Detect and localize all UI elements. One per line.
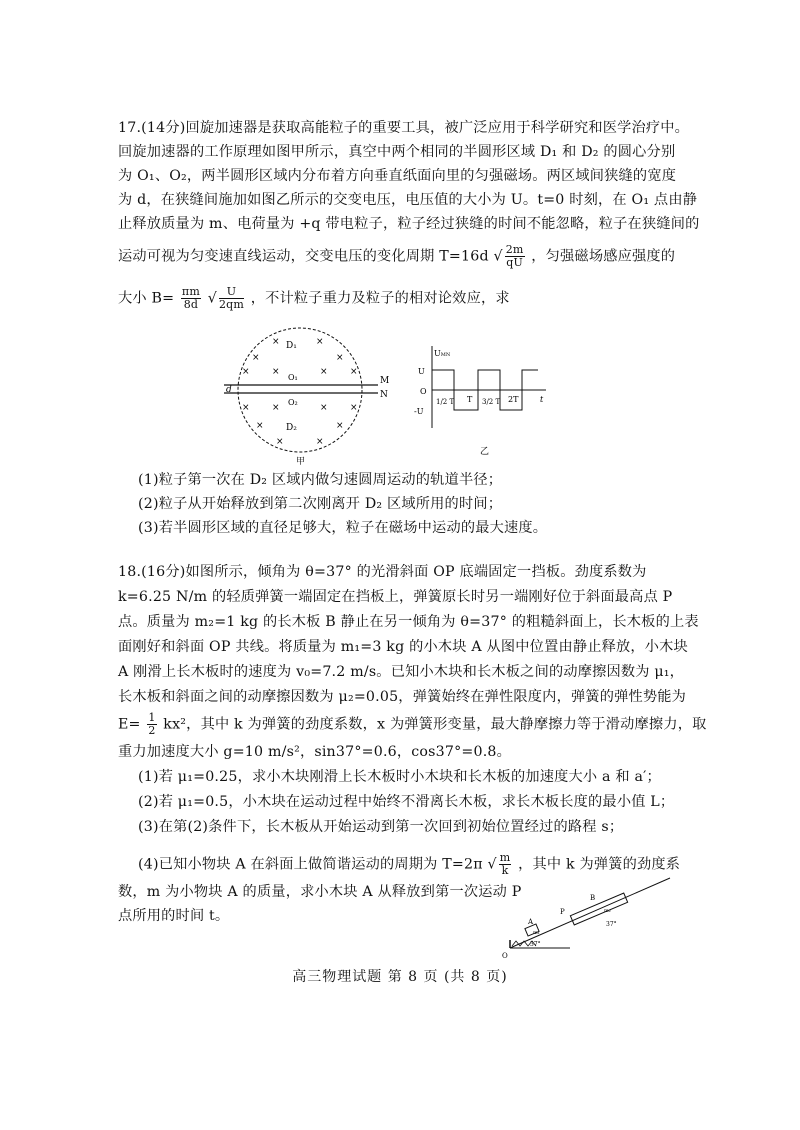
q18-energy-frac-den: 2 <box>148 724 156 737</box>
cross: × <box>320 367 328 377</box>
cross: × <box>316 337 324 347</box>
cross: × <box>336 421 344 431</box>
angle-label-1: 37° <box>530 941 541 948</box>
tick-3half-t: 3/2 T <box>482 398 501 406</box>
q17-line2: 回旋加速器的工作原理如图甲所示，真空中两个相同的半圆形区域 D₁ 和 D₂ 的圆心分别 <box>118 144 676 160</box>
q17-line6 <box>118 244 678 269</box>
cross: × <box>256 421 264 431</box>
label-a: A <box>528 918 534 926</box>
field-crosses <box>242 337 358 447</box>
q18-period-sqrt-den: k <box>501 864 509 877</box>
q17-line6-tail: ，匀强磁场感应强度的 <box>531 248 676 265</box>
label-gap-d: d <box>226 385 232 395</box>
caption-yi: 乙 <box>480 447 490 456</box>
q17-line1: 17.(14分)回旋加速器是获取高能粒子的重要工具，被广泛应用于科学研究和医学治疗中。 <box>118 120 690 136</box>
tick-o: O <box>420 387 427 396</box>
q17-period-sqrt-num: 2m <box>505 243 524 256</box>
q17-b-frac-num: πm <box>181 285 200 298</box>
q18-line7-text: E= <box>118 716 141 733</box>
q18-line4: 面刚好和斜面 OP 共线。将质量为 m₁=3 kg 的小木块 A 从图中位置由静止释放，小木块 <box>118 639 688 655</box>
cyclotron-circle <box>238 328 362 452</box>
label-n: N <box>380 390 388 400</box>
voltage-graph <box>414 344 554 456</box>
label-m1: m₁ <box>533 930 540 936</box>
label-o1: O₁ <box>288 373 298 382</box>
cross: × <box>350 367 358 377</box>
axis-y-sub: MN <box>440 352 451 358</box>
q17-b-frac-den: 8d <box>183 298 199 311</box>
cross: × <box>320 403 328 413</box>
q18-energy-frac <box>147 712 156 737</box>
q18-line6: 长木板和斜面之间的动摩擦因数为 μ₂=0.05，弹簧始终在弹性限度内，弹簧的弹性势能为 <box>118 689 687 705</box>
q18-sub1: (1)若 μ₁=0.25，求小木块刚滑上长木板时小木块和长木板的加速度大小 a 和 a′； <box>138 769 661 785</box>
cyclotron-figure <box>220 326 390 466</box>
label-b: B <box>590 894 596 902</box>
cross: × <box>316 437 324 447</box>
q17-line5: 止释放质量为 m、电荷量为 +q 带电粒子，粒子经过狭缝的时间不能忽略，粒子在狭缝间的 <box>118 216 700 232</box>
cross: × <box>272 367 280 377</box>
label-d1: D₁ <box>286 341 297 351</box>
q17-line7-tail: ，不计粒子重力及粒子的相对论效应，求 <box>250 290 510 307</box>
q17-line7 <box>118 286 678 311</box>
q17-b-sqrt-num: U <box>219 286 244 299</box>
cross: × <box>336 353 344 363</box>
q17-period-sqrt: √ $\frac{2m}{qU}$ <box>493 243 524 269</box>
caption-jia: 甲 <box>296 457 306 466</box>
cross: × <box>272 337 280 347</box>
label-p: P <box>560 908 565 916</box>
q18-line3: 点。质量为 m₂=1 kg 的长木板 B 静止在另一倾角为 θ=37° 的粗糙斜面上，长木板的上表 <box>118 614 699 630</box>
q18-line2: k=6.25 N/m 的轻质弹簧一端固定在挡板上，弹簧原长时另一端刚好位于斜面最高点 P <box>118 589 673 605</box>
q17-line3: 为 O₁、O₂，两半圆形区域内分布着方向垂直纸面向里的匀强磁场。两区域间狭缝的宽度 <box>118 168 677 184</box>
q18-line1: 18.(16分)如图所示，倾角为 θ=37° 的光滑斜面 OP 底端固定一挡板。劲度系数为 <box>118 564 647 580</box>
incline-figure <box>500 868 680 962</box>
q17-sub1: (1)粒子第一次在 D₂ 区域内做匀速圆周运动的轨道半径； <box>138 472 503 488</box>
tick-half-t: 1/2 T <box>436 398 455 406</box>
q18-sub4-tail: ，其中 k 为弹簧的劲度系 <box>518 856 681 873</box>
q18-sub2: (2)若 μ₁=0.5，小木块在运动过程中始终不滑离长木板，求长木板长度的最小值 L； <box>138 794 675 810</box>
axis-y-symbol: U <box>434 349 441 358</box>
q18-line7-tail: kx²，其中 k 为弹簧的劲度系数，x 为弹簧形变量，最大静摩擦力等于滑动摩擦力，取 <box>163 716 707 733</box>
cross: × <box>252 353 260 363</box>
tick-u: U <box>418 367 425 376</box>
cross: × <box>350 403 358 413</box>
tick-t: T <box>467 395 473 404</box>
q18-sub4-line2: 数，m 为小物块 A 的质量，求小木块 A 从释放到第一次运动 P <box>118 884 522 900</box>
q17-line4: 为 d，在狭缝间施加如图乙所示的交变电压，电压值的大小为 U。t=0 时刻，在 O₁ 点由静 <box>118 192 698 208</box>
cross: × <box>242 403 250 413</box>
cross: × <box>272 403 280 413</box>
q17-b-sqrt-den: 2qm <box>218 298 245 311</box>
q18-energy-frac-num: 1 <box>148 711 156 724</box>
label-o: O <box>502 952 508 960</box>
q18-period-sqrt: √ $\frac{m}{k}$ <box>487 851 511 877</box>
q18-sub4-text: (4)已知小物块 A 在斜面上做简谐运动的周期为 T=2π <box>138 856 483 873</box>
tick-neg-u: -U <box>414 407 424 416</box>
q17-b-frac <box>181 286 201 311</box>
cross: × <box>242 367 250 377</box>
axis-x-label: t <box>540 395 544 404</box>
tick-2t: 2T <box>508 395 519 404</box>
incline-surface <box>510 878 670 948</box>
q17-sub2: (2)粒子从开始释放到第二次刚离开 D₂ 区域所用的时间； <box>138 496 503 512</box>
q18-period-sqrt-num: m <box>499 851 511 864</box>
label-m: M <box>380 376 390 386</box>
q17-period-sqrt-den: qU <box>506 256 523 269</box>
axis-y-label <box>434 349 451 358</box>
cross: × <box>276 437 284 447</box>
q18-line8: 重力加速度大小 g=10 m/s²，sin37°=0.6，cos37°=0.8。 <box>118 744 512 760</box>
q18-sub3: (3)在第(2)条件下，长木板从开始运动到第一次回到初始位置经过的路程 s； <box>138 819 624 835</box>
label-m2: m₂ <box>604 908 611 914</box>
q18-line7 <box>118 711 707 737</box>
q18-line5: A 刚滑上长木板时的速度为 v₀=7.2 m/s。已知小木块和长木板之间的动摩擦因数为 μ₁， <box>118 664 685 680</box>
q17-b-sqrt: √ $\frac{U}{2qm}$ <box>207 285 245 311</box>
angle-label-2: 37° <box>606 921 617 928</box>
q17-line6-text: 运动可视为匀变速直线运动，交变电压的变化周期 T=16d <box>118 248 489 265</box>
page-footer: 高三物理试题 第 8 页 (共 8 页) <box>292 969 508 985</box>
q17-line7-text: 大小 B= <box>118 290 175 307</box>
label-o2: O₂ <box>288 398 298 407</box>
q17-sub3: (3)若半圆形区域的直径足够大，粒子在磁场中运动的最大速度。 <box>138 520 548 536</box>
q18-sub4-line3: 点所用的时间 t。 <box>118 908 230 924</box>
label-d2: D₂ <box>286 423 297 433</box>
